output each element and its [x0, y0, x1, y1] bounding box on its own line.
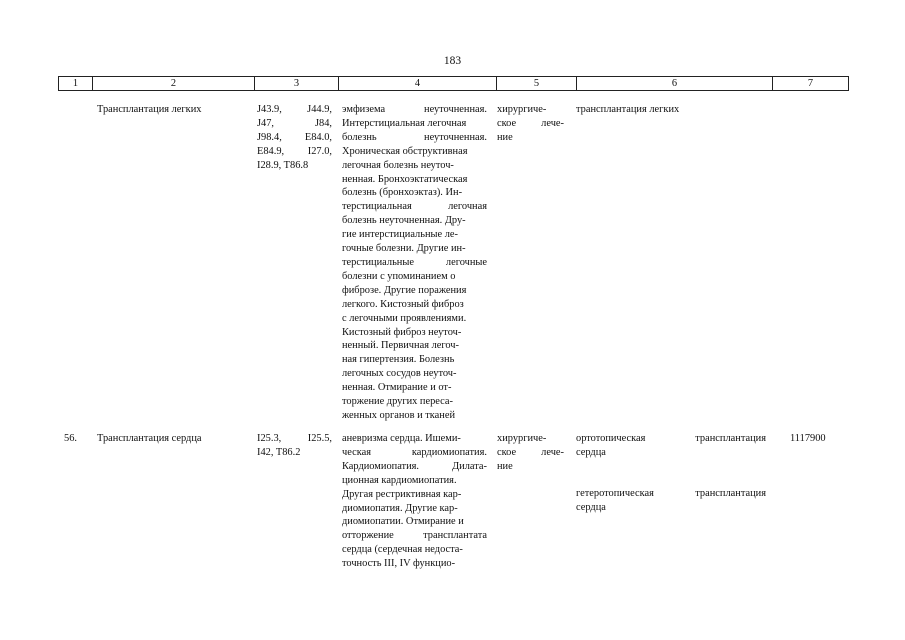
text-fragment: терстициальная — [342, 201, 412, 213]
text-line — [342, 214, 487, 228]
text-line — [342, 173, 487, 187]
text-fragment: J84, — [314, 117, 332, 129]
text-fragment: E84.9, — [257, 145, 285, 157]
text-line — [342, 131, 487, 145]
text-fragment: трансплантация — [695, 488, 766, 499]
text-line — [342, 103, 487, 117]
text-line — [342, 502, 487, 516]
text-line — [257, 131, 332, 145]
text-fragment: сердца (сердечная недоста- — [342, 544, 463, 556]
text-fragment: Интерстициальная легочная — [342, 117, 467, 129]
text-fragment: Другая рестриктивная кар- — [342, 488, 462, 500]
text-fragment: сердца — [576, 446, 606, 458]
page-number: 183 — [443, 55, 462, 67]
treatment-type — [497, 103, 564, 145]
text-fragment: легочная болезнь неуточ- — [342, 159, 454, 171]
text-line — [342, 145, 487, 159]
text-line — [497, 131, 564, 145]
text-line — [342, 515, 487, 529]
text-line — [342, 460, 487, 474]
text-line — [342, 339, 487, 353]
icd-codes — [257, 432, 332, 460]
text-fragment: I28.9, T86.8 — [257, 159, 309, 171]
text-line — [497, 446, 564, 460]
text-fragment: трансплантата — [423, 530, 487, 542]
text-line — [497, 460, 564, 474]
text-fragment: ненный. Первичная легоч- — [342, 340, 459, 352]
text-line — [497, 117, 564, 131]
diagnosis-text — [342, 103, 487, 423]
text-fragment: J98.4, — [257, 131, 282, 143]
text-line — [342, 256, 487, 270]
text-fragment: ная гипертензия. Болезнь — [342, 354, 455, 366]
text-line — [342, 395, 487, 409]
text-fragment: неуточненная. — [424, 104, 487, 115]
text-fragment: ское — [497, 117, 517, 129]
text-fragment: диомиопатия. Другие кар- — [342, 502, 458, 514]
text-line — [497, 103, 564, 117]
text-line — [342, 186, 487, 200]
text-line — [342, 159, 487, 173]
text-fragment: Дилата- — [452, 460, 487, 472]
text-fragment: ние — [497, 460, 513, 472]
text-line — [342, 270, 487, 284]
text-line — [342, 326, 487, 340]
text-line — [342, 284, 487, 298]
text-fragment: Хроническая обструктивная — [342, 145, 468, 157]
text-line — [257, 432, 332, 446]
text-line — [342, 381, 487, 395]
column-number: 6 — [577, 77, 773, 91]
text-fragment: I27.0, — [307, 145, 332, 157]
text-fragment: хирургиче- — [497, 104, 547, 115]
text-fragment: ортотопическая — [576, 433, 646, 444]
text-fragment: болезни с упоминанием о — [342, 270, 456, 282]
text-fragment: J44.9, — [307, 104, 332, 115]
text-fragment: аневризма сердца. Ишеми- — [342, 433, 461, 444]
treatment-method — [576, 432, 766, 460]
diagnosis-text — [342, 432, 487, 571]
text-fragment: J43.9, — [257, 104, 282, 115]
text-line — [257, 117, 332, 131]
text-fragment: ческая — [342, 446, 371, 458]
text-line — [342, 117, 487, 131]
text-fragment: точность III, IV функцио- — [342, 558, 456, 570]
text-line — [257, 446, 332, 460]
text-fragment: с легочными проявлениями. — [342, 312, 467, 324]
text-line — [576, 501, 766, 515]
column-number: 2 — [93, 77, 255, 91]
column-number-header — [58, 76, 849, 91]
text-line — [342, 529, 487, 543]
text-fragment: легочная — [448, 201, 487, 213]
text-fragment: кардиомиопатия. — [411, 446, 487, 458]
text-line — [342, 298, 487, 312]
text-line — [497, 432, 564, 446]
text-fragment: ционная кардиомиопатия. — [342, 474, 457, 486]
text-fragment: J47, — [257, 117, 275, 129]
text-fragment: болезнь неуточненная. Дру- — [342, 215, 466, 227]
icd-codes — [257, 103, 332, 173]
text-line — [342, 312, 487, 326]
text-fragment: ние — [497, 131, 513, 143]
text-line — [576, 446, 766, 460]
text-fragment: ненная. Бронхоэктатическая — [342, 173, 468, 185]
column-number: 5 — [497, 77, 577, 91]
text-fragment: гочные болезни. Другие ин- — [342, 243, 466, 255]
column-number: 1 — [59, 77, 93, 91]
text-line — [342, 474, 487, 488]
text-fragment: трансплантация — [695, 433, 766, 444]
text-fragment: Кардиомиопатия. — [342, 460, 420, 472]
text-line — [257, 159, 332, 173]
text-fragment: женных органов и тканей — [342, 409, 456, 421]
text-fragment: гие интерстициальные ле- — [342, 229, 458, 241]
text-fragment: лече- — [541, 117, 564, 129]
text-fragment: ское — [497, 446, 517, 458]
text-fragment: ненная. Отмирание и от- — [342, 382, 452, 394]
column-number: 4 — [339, 77, 497, 91]
text-line — [342, 200, 487, 214]
text-fragment: торжение других переса- — [342, 396, 453, 408]
cost-norm: 1117900 — [790, 433, 826, 444]
text-fragment: гетеротопическая — [576, 488, 654, 499]
text-fragment: отторжение — [342, 530, 394, 542]
text-fragment: легочные — [445, 256, 487, 268]
text-line — [342, 543, 487, 557]
text-fragment: легочных сосудов неуточ- — [342, 368, 457, 380]
text-line — [342, 353, 487, 367]
text-line — [342, 488, 487, 502]
text-fragment: I25.5, — [307, 433, 332, 444]
treatment-type — [497, 432, 564, 474]
text-fragment: хирургиче- — [497, 433, 547, 444]
text-fragment: фиброзе. Другие поражения — [342, 284, 467, 296]
text-fragment: Кистозный фиброз неуточ- — [342, 326, 462, 338]
text-fragment: эмфизема — [342, 104, 386, 115]
text-fragment: сердца — [576, 501, 606, 513]
text-line — [342, 228, 487, 242]
text-line — [576, 103, 766, 117]
column-number: 7 — [773, 77, 849, 91]
treatment-method — [576, 103, 766, 117]
text-line — [257, 145, 332, 159]
procedure-name: Трансплантация легких — [97, 104, 202, 115]
text-fragment: легкого. Кистозный фиброз — [342, 298, 464, 310]
row-number: 56. — [64, 433, 77, 444]
text-fragment: E84.0, — [304, 131, 332, 143]
text-line — [257, 103, 332, 117]
text-fragment: болезнь (бронхоэктаз). Ин- — [342, 187, 463, 199]
procedure-name: Трансплантация сердца — [97, 433, 202, 444]
text-line — [576, 432, 766, 446]
text-line — [342, 446, 487, 460]
treatment-method — [576, 487, 766, 515]
text-fragment: терстициальные — [342, 256, 414, 268]
column-number: 3 — [255, 77, 339, 91]
text-fragment: трансплантация легких — [576, 104, 680, 115]
text-fragment: I25.3, — [257, 433, 282, 444]
text-fragment: неуточненная. — [424, 131, 487, 143]
text-line — [342, 409, 487, 423]
text-line — [576, 487, 766, 501]
text-line — [342, 557, 487, 571]
text-line — [342, 367, 487, 381]
text-fragment: болезнь — [342, 131, 377, 143]
text-fragment: лече- — [541, 446, 564, 458]
text-fragment: диомиопатии. Отмирание и — [342, 516, 464, 528]
text-line — [342, 242, 487, 256]
text-line — [342, 432, 487, 446]
text-fragment: I42, T86.2 — [257, 446, 301, 458]
